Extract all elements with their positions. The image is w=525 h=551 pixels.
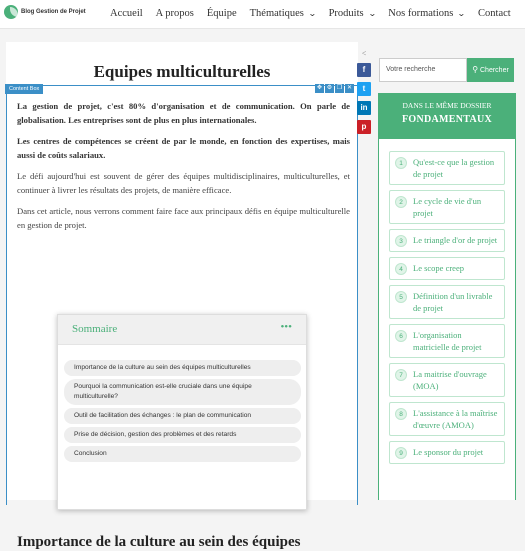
search-button-label: Chercher: [480, 67, 509, 74]
twitter-icon[interactable]: t: [357, 82, 371, 96]
dossier-title: FONDAMENTAUX: [401, 114, 493, 125]
toc-more-icon[interactable]: •••: [280, 321, 292, 333]
chevron-down-icon: ⌄: [367, 9, 377, 18]
nav-label: Produits: [328, 8, 364, 19]
toc-item[interactable]: Importance de la culture au sein des équipes multiculturelles: [64, 360, 301, 376]
toc-item[interactable]: Conclusion: [64, 446, 301, 462]
copy-icon[interactable]: ❐: [336, 85, 343, 91]
item-label: Le sponsor du projet: [413, 447, 484, 457]
body-paragraph: Dans cet article, nous verrons comment faire face aux principaux défis en équipe multiculturelle en gestion de projet.: [17, 206, 350, 230]
item-label: Le triangle d'or de projet: [413, 235, 498, 245]
item-number: 1: [395, 157, 407, 169]
nav-item-equipe[interactable]: [207, 8, 237, 19]
nav-item-produits[interactable]: [329, 8, 376, 19]
toc-item[interactable]: Outil de facilitation des échanges : le plan de communication: [64, 408, 301, 424]
toc-title: Sommaire: [72, 323, 118, 335]
related-dossier: [378, 93, 516, 500]
toc-item[interactable]: Pourquoi la communication est-elle cruciale dans une équipe multiculturelle?: [64, 379, 301, 405]
dossier-item[interactable]: [389, 363, 505, 397]
nav-label: Nos formations: [388, 8, 454, 19]
search-icon: ⚲: [472, 65, 479, 74]
nav-item-nos-formations[interactable]: [388, 8, 465, 19]
dossier-item[interactable]: [389, 229, 505, 252]
move-icon[interactable]: ✥: [316, 85, 323, 91]
dossier-item[interactable]: [389, 324, 505, 358]
nav-item-accueil[interactable]: [110, 8, 143, 19]
dossier-item[interactable]: [389, 151, 505, 185]
nav-label: Équipe: [206, 8, 237, 19]
item-label: La maitrise d'ouvrage (MOA): [413, 369, 487, 391]
share-bar: [357, 49, 371, 134]
dossier-item[interactable]: [389, 441, 505, 464]
toc-item[interactable]: Prise de décision, gestion des problèmes et des retards: [64, 427, 301, 443]
page-title: Equipes multiculturelles: [93, 62, 271, 81]
delete-icon[interactable]: ✕: [346, 85, 353, 91]
item-label: L'assistance à la maîtrise d'œuvre (AMOA): [413, 408, 498, 430]
nav-label: Thématiques: [249, 8, 304, 19]
dossier-subtitle: DANS LE MÊME DOSSIER: [402, 101, 492, 110]
section-heading: Importance de la culture au sein des équipes: [17, 534, 301, 550]
dossier-item[interactable]: [389, 285, 505, 319]
nav-label: A propos: [155, 8, 194, 19]
nav-label: Accueil: [110, 8, 143, 19]
nav-item-contact[interactable]: [478, 8, 511, 19]
toc-list: [64, 360, 301, 465]
share-icon[interactable]: <: [361, 49, 367, 58]
article-main: [6, 42, 358, 550]
item-number: 7: [395, 369, 407, 381]
content-box-label[interactable]: Content Box: [5, 84, 43, 94]
content-box-tools: [314, 84, 354, 93]
search-input[interactable]: Votre recherche: [379, 58, 467, 82]
item-number: 3: [395, 235, 407, 247]
settings-icon[interactable]: ⚙: [326, 85, 333, 91]
nav-label: Contact: [478, 8, 511, 19]
leaf-logo-icon: [4, 5, 18, 19]
item-label: Définition d'un livrable de projet: [413, 291, 493, 313]
dossier-item[interactable]: [389, 402, 505, 436]
pinterest-icon[interactable]: p: [357, 120, 371, 134]
main-nav: [110, 8, 524, 19]
item-number: 5: [395, 291, 407, 303]
item-label: Le scope creep: [413, 263, 464, 273]
facebook-icon[interactable]: f: [357, 63, 371, 77]
chevron-down-icon: ⌄: [307, 9, 317, 18]
item-number: 4: [395, 263, 407, 275]
body-paragraph: Le défi aujourd'hui est souvent de gérer des équipes multidisciplinaires, multiculturelles, et continuer à livrer les résultats des projets, de manière efficace.: [17, 171, 350, 195]
dossier-list: [379, 139, 515, 464]
toc-header[interactable]: [58, 315, 306, 345]
item-number: 6: [395, 330, 407, 342]
chevron-down-icon: ⌄: [457, 9, 467, 18]
intro-paragraph: La gestion de projet, c'est 80% d'organisation et de communication. On parle de globalisation. Les entreprises sont de plus en plus internationales.: [17, 101, 350, 125]
item-number: 8: [395, 408, 407, 420]
content-box[interactable]: [6, 85, 358, 550]
site-name: Blog Gestion de Projet: [21, 9, 86, 15]
nav-item-a-propos[interactable]: [156, 8, 194, 19]
intro-paragraph: Les centres de compétences se créent de par le monde, en fonction des expertises, mais aussi de coûts salariaux.: [17, 136, 350, 160]
item-number: 9: [395, 447, 407, 459]
site-logo[interactable]: [4, 5, 86, 19]
item-label: Le cycle de vie d'un projet: [413, 196, 482, 218]
item-label: L'organisation matricielle de projet: [413, 330, 482, 352]
dossier-header: [379, 94, 515, 139]
item-label: Qu'est-ce que la gestion de projet: [413, 157, 495, 179]
linkedin-icon[interactable]: in: [357, 101, 371, 115]
item-number: 2: [395, 196, 407, 208]
dossier-item[interactable]: [389, 257, 505, 280]
table-of-contents: [57, 314, 307, 510]
nav-item-thematiques[interactable]: [250, 8, 316, 19]
search-button[interactable]: [467, 58, 514, 82]
site-header: [0, 0, 525, 29]
dossier-item[interactable]: [389, 190, 505, 224]
article-body: [17, 100, 350, 240]
